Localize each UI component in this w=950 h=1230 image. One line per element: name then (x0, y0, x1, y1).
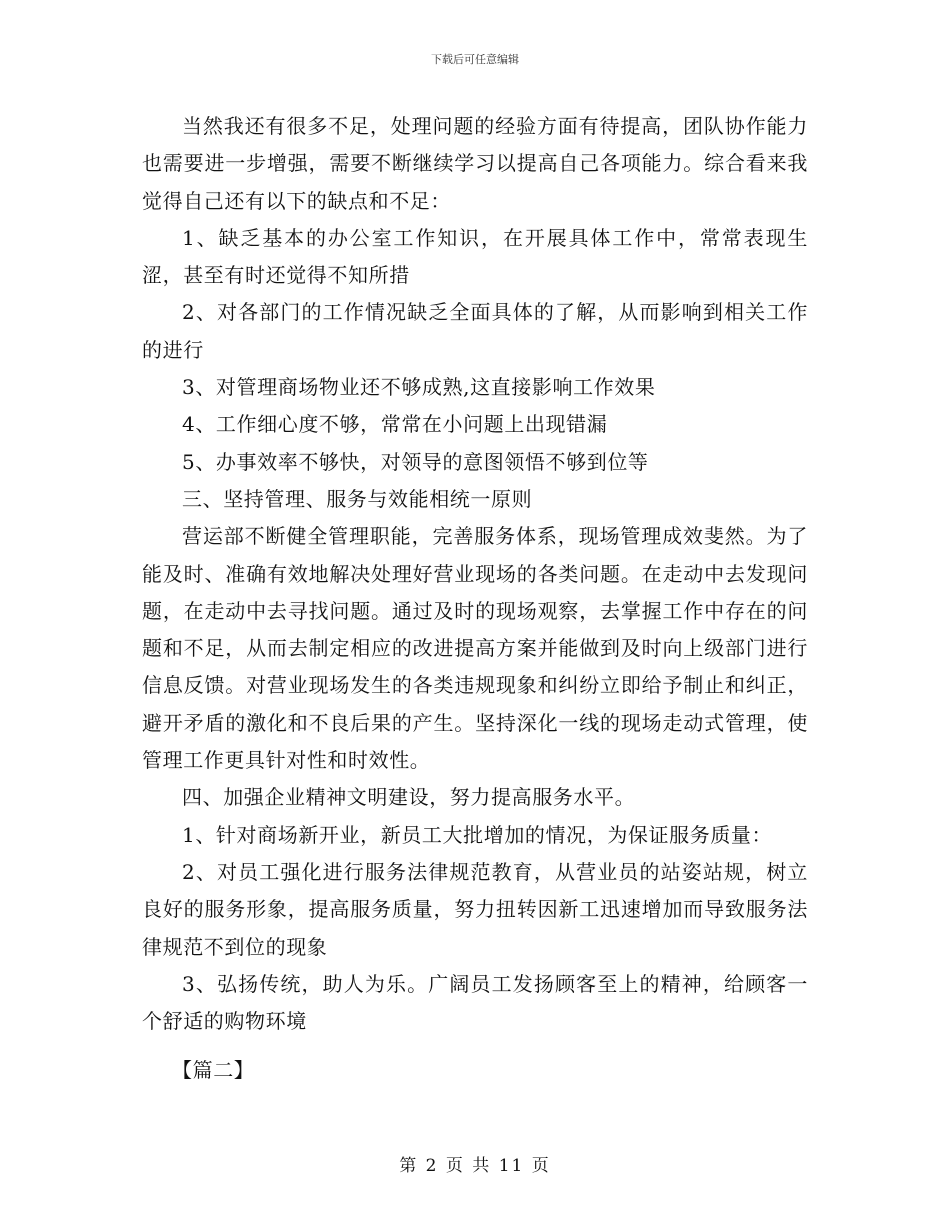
section-heading-4: 四、加强企业精神文明建设，努力提高服务水平。 (182, 785, 636, 810)
paragraph-operations: 营运部不断健全管理职能，完善服务体系，现场管理成效斐然。为了能及时、准确有效地解决处理好营业现场的各类问题。在走动中去发现问题，在走动中去寻找问题。通过及时的现场观察，去掌握工作中存在的问题和不足，从而去制定相应的改进提高方案并能做到及时向上级部门进行信息反馈。对营业现场发生的各类违规现象和纠纷立即给予制止和纠正，避开矛盾的激化和不良后果的产生。坚持深化一线的现场走动式管理，使管理工作更具针对性和时效性。 (142, 524, 808, 773)
document-body (142, 108, 808, 1090)
list-item-service-1: 1、针对商场新开业，新员工大批增加的情况，为保证服务质量： (182, 822, 773, 847)
list-item-shortcoming-2: 2、对各部门的工作情况缺乏全面具体的了解，从而影响到相关工作的进行 (142, 300, 808, 362)
list-item-service-2: 2、对员工强化进行服务法律规范教育，从营业员的站姿站规，树立良好的服务形象，提高服务质量，努力扭转因新工迅速增加而导致服务法律规范不到位的现象 (142, 859, 808, 959)
list-item-shortcoming-1: 1、缺乏基本的办公室工作知识，在开展具体工作中，常常表现生涩，甚至有时还觉得不知所措 (142, 225, 808, 288)
page-header: 下载后可任意编辑 (431, 53, 519, 66)
section-marker: 【篇二】 (172, 1058, 255, 1083)
page-footer: 第 2 页 共 11 页 (399, 1156, 551, 1176)
section-heading-3: 三、坚持管理、服务与效能相统一原则 (182, 486, 533, 511)
paragraph-shortcomings-intro: 当然我还有很多不足，处理问题的经验方面有待提高，团队协作能力也需要进一步增强，需要不断继续学习以提高自己各项能力。综合看来我觉得自己还有以下的缺点和不足： (142, 114, 808, 213)
list-item-service-3: 3、弘扬传统，助人为乐。广阔员工发扬顾客至上的精神，给顾客一个舒适的购物环境 (142, 971, 808, 1034)
list-item-shortcoming-3: 3、对管理商场物业还不够成熟,这直接影响工作效果 (182, 375, 656, 400)
list-item-shortcoming-4: 4、工作细心度不够，常常在小问题上出现错漏 (182, 412, 608, 437)
list-item-shortcoming-5: 5、办事效率不够快，对领导的意图领悟不够到位等 (182, 449, 649, 474)
